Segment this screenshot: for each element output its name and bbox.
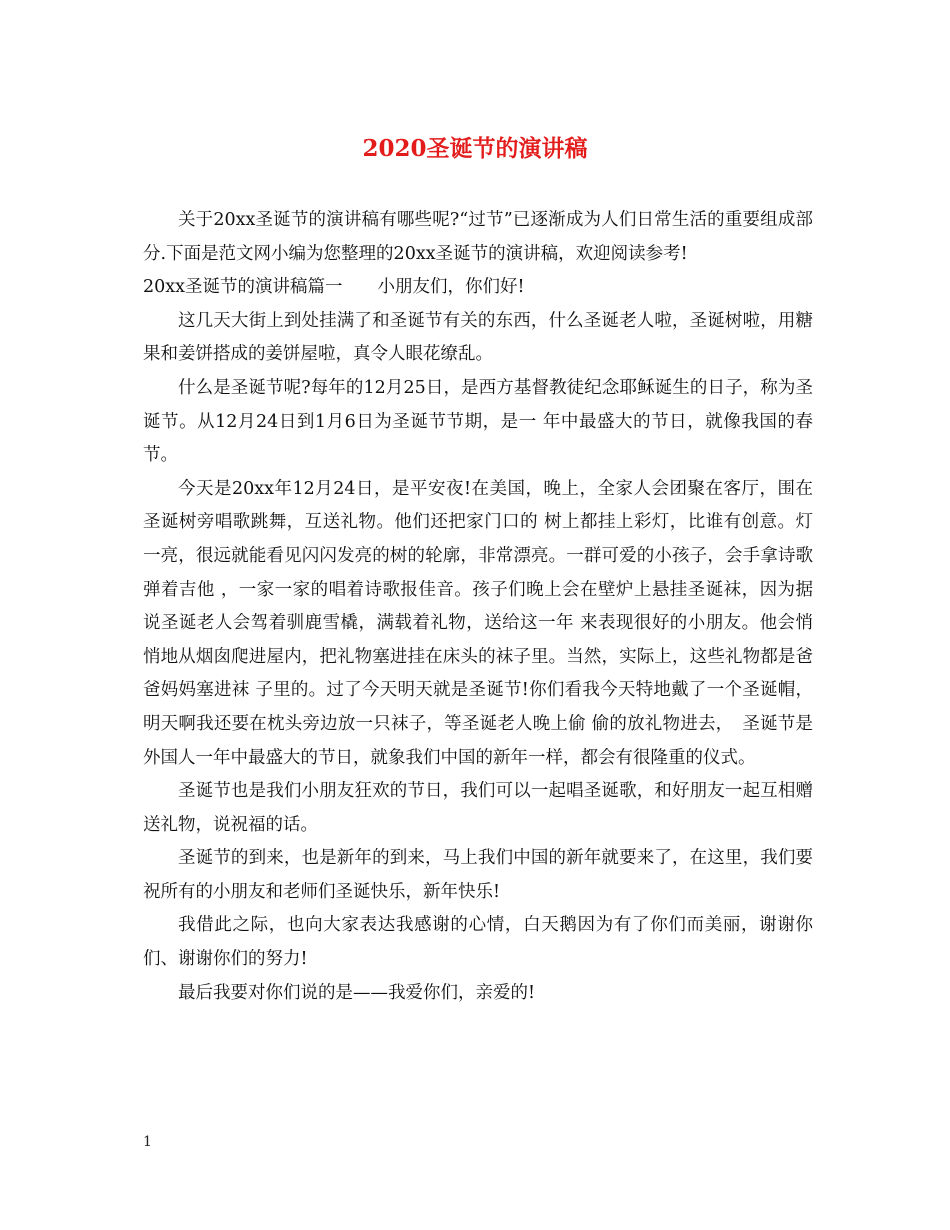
paragraph-thanks: 我借此之际，也向大家表达我感谢的心情，白天鹅因为有了你们而美丽，谢谢你们、谢谢你们的努力! [143,915,813,970]
paragraph-decorations: 这几天大街上到处挂满了和圣诞节有关的东西，什么圣诞老人啦，圣诞树啦，用糖果和姜饼搭成的姜饼屋啦，真令人眼花缭乱。 [143,310,813,365]
paragraph-intro: 关于20xx圣诞节的演讲稿有哪些呢?“过节”已逐渐成为人们日常生活的重要组成部分.下面是范文网小编为您整理的20xx圣诞节的演讲稿，欢迎阅读参考! [143,210,813,264]
document-title: 2020圣诞节的演讲稿 [362,135,588,162]
paragraph-closing: 最后我要对你们说的是——我爱你们，亲爱的! [178,982,536,1003]
paragraph-celebration: 圣诞节也是我们小朋友狂欢的节日，我们可以一起唱圣诞歌，和好朋友一起互相赠送礼物，说祝福的话。 [143,781,813,835]
paragraph-what-is-christmas: 什么是圣诞节呢?每年的12月25日，是西方基督教徒纪念耶稣诞生的日子，称为圣诞节。从12月24日到1月6日为圣诞节节期，是一 年中最盛大的节日，就像我国的春节。 [143,377,813,466]
page-number: 1 [143,1134,152,1150]
paragraph-christmas-eve: 今天是20xx年12月24日，是平安夜!在美国，晚上，全家人会团聚在客厅，围在圣诞树旁唱歌跳舞，互送礼物。他们还把家门口的 树上都挂上彩灯，比谁有创意。灯一亮，很远就能看见闪闪发亮的树的轮廓，非常漂亮。一群可爱的小孩子，会手拿诗歌弹着吉他 ，一家一家的唱着诗歌报佳音。孩子们晚上会在壁炉上悬挂圣诞袜，因为据说圣诞老人会驾着驯鹿雪橇，满载着礼物，送给这一年 来表现很好的小朋友。他会悄悄地从烟囱爬进屋内，把礼物塞进挂在床头的袜子里。当然，实际上，这些礼物都是爸爸妈妈塞进袜 子里的。过了今天明天就是圣诞节!你们看我今天特地戴了一个圣诞帽，明天啊我还要在枕头旁边放一只袜子，等圣诞老人晚上偷 偷的放礼物进去， 圣诞节是外国人一年中最盛大的节日，就象我们中国的新年一样，都会有很隆重的仪式。 [143,478,813,768]
document-body [143,204,813,1010]
paragraph-greeting: 20xx圣诞节的演讲稿篇一 小朋友们，你们好! [143,277,525,298]
paragraph-new-year: 圣诞节的到来，也是新年的到来，马上我们中国的新年就要来了，在这里，我们要祝所有的小朋友和老师们圣诞快乐，新年快乐! [143,848,813,902]
